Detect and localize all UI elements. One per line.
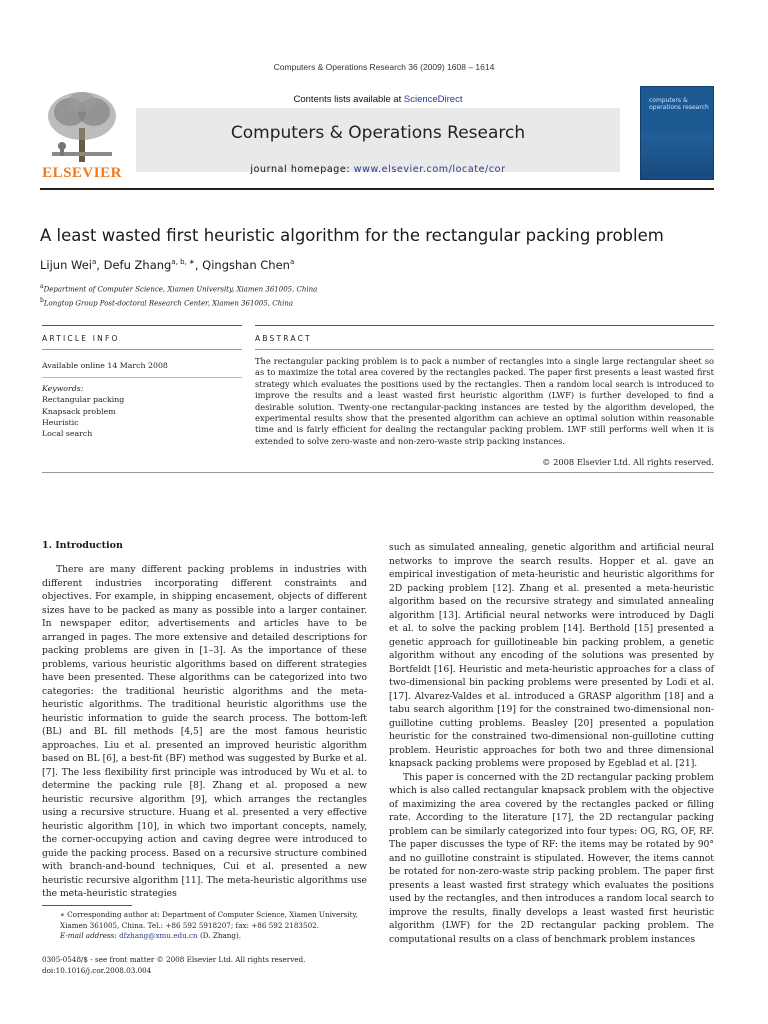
body-column-left bbox=[42, 563, 367, 901]
sciencedirect-link[interactable]: ScienceDirect bbox=[403, 94, 463, 105]
email-link[interactable]: dfzhang@xmu.edu.cn bbox=[119, 931, 198, 941]
available-online: Available online 14 March 2008 bbox=[42, 361, 168, 370]
journal-homepage-line bbox=[136, 164, 620, 175]
keyword-item: Local search bbox=[42, 429, 93, 439]
footnote bbox=[42, 910, 372, 942]
email-label: E-mail address: bbox=[60, 931, 120, 941]
body-column-right bbox=[389, 541, 714, 946]
corresponding-author-note: ∗ Corresponding author at: Department of Computer Science, Xiamen University, Xiamen 361005, China. Tel.: +86 592 5918207; fax: +86 592 2183502. bbox=[60, 910, 358, 930]
author-list bbox=[40, 258, 294, 272]
affiliations bbox=[40, 281, 317, 310]
keyword-item: Knapsack problem bbox=[42, 406, 116, 416]
article-info-rule-top bbox=[42, 325, 242, 326]
affiliation-b: $^b$Longtop Group Post-doctoral Research Center, Xiamen 361005, China bbox=[40, 297, 294, 308]
tree-icon bbox=[40, 86, 124, 166]
journal-title[interactable]: Computers & Operations Research bbox=[230, 123, 526, 143]
running-head: Computers & Operations Research 36 (2009) 1608 – 1614 bbox=[273, 62, 495, 72]
affiliation-a: $^a$Department of Computer Science, Xiamen University, Xiamen 361005, China bbox=[40, 283, 318, 294]
article-info-rule-keywords bbox=[42, 377, 242, 378]
publisher-name: ELSEVIER bbox=[42, 165, 122, 181]
abstract-heading: ABSTRACT bbox=[255, 334, 312, 343]
intro-paragraph-2: such as simulated annealing, genetic algorithm and artificial neural networks to improve the search results. Hopper et al. gave an empirical investigation of meta-heuristic and heuristic algorithms for 2D packing problem [12]. Zhang et al. presented a meta-heuristic algorithm based on the recursive strategy and simulated annealing algorithm [13]. Artificial neural networks were introduced by Dagli et al. to solve the packing problem [14]. Berthold [15] presented a genetic approach for guillotineable bin packing problem, a genetic algorithm without any encoding of the solutions was presented by Bortfeldt [16]. Heuristic and meta-heuristic approaches for a class of two-dimensional bin packing problems were presented by Lodi et al. [17]. Alvarez-Valdes et al. introduced a GRASP algorithm [18] and a tabu search algorithm [19] for the constrained two-dimensional non-guillotine cutting problems. Beasley [20] presented a population heuristic for the constrained two-dimensional non-guillotine cutting problem. Heuristic approaches for both two and three dimensional knapsack packing problems were proposed by Egeblad et al. [21]. bbox=[389, 542, 714, 769]
abstract-rule-top bbox=[255, 325, 714, 326]
section-heading-introduction: 1. Introduction bbox=[42, 540, 123, 551]
email-line bbox=[42, 931, 372, 942]
elsevier-tree-logo[interactable] bbox=[40, 86, 124, 182]
abstract-copyright: © 2008 Elsevier Ltd. All rights reserved. bbox=[542, 457, 714, 467]
abstract-text: The rectangular packing problem is to pack a number of rectangles into a single large rectangular sheet so as to maximize the total area covered by the rectangles packed. The paper first presents a least wasted first strategy which evaluates the positions used by the rectangles. Then a random local search is introduced to improve the results and a least wasted first heuristic algorithm (LWF) is further developed to find a desirable solution. Twenty-one rectangular-packing instances are tested by the algorithm developed, the experimental results show that the presented algorithm can achieve an optimal solution within reasonable time and is fairly efficient for dealing the rectangular packing problem. LWF still performs well when it is extended to solve zero-waste and non-zero-waste strip packing instances. bbox=[255, 356, 714, 446]
cover-stripe bbox=[641, 133, 713, 179]
email-suffix: (D. Zhang). bbox=[197, 931, 242, 941]
keywords-label: Keywords: bbox=[42, 384, 84, 393]
intro-paragraph-3: This paper is concerned with the 2D rectangular packing problem which is also called rectangular knapsack problem with the objective of maximizing the area covered by the rectangles packed or filling rate. According to the literature [17], the 2D rectangular packing problem can be similarly categorized into four types: OG, RG, OF, RF. The paper discusses the type of RF: the items may be rotated by 90° and no guillotine constraint is stipulated. However, the items cannot be rotated for non-zero-waste strip packing problem. The paper first presents a least wasted first strategy which evaluates the positions used by the rectangles, and then introduces a random local search to improve the results, finally develops a least wasted first heuristic algorithm (LWF) for the 2D rectangular packing problem. The computational results on a class of benchmark problem instances bbox=[389, 771, 714, 945]
article-info-rule-mid bbox=[42, 349, 242, 350]
journal-cover-image[interactable] bbox=[640, 86, 714, 180]
front-matter-line: 0305-0548/$ - see front matter © 2008 Elsevier Ltd. All rights reserved. bbox=[42, 955, 306, 964]
keyword-item: Heuristic bbox=[42, 417, 79, 427]
intro-paragraph-1: There are many different packing problems in industries with different industries incorporating different constraints and objectives. For example, in shipping encasement, objects of different sizes have to be packed as many as possible into a larger container. In newspaper editor, advertisements and articles have to be arranged in pages. The more extensive and detailed descriptions for packing problems are given in [1–3]. As the importance of these problems, various heuristic algorithms based on different strategies have been presented. These algorithms can be categorized into two categories: the traditional heuristic algorithms and the meta-heuristic algorithms. The traditional heuristic algorithms use the heuristic information to guide the search process. The bottom-left (BL) and BL fill methods [4,5] are the most famous heuristic approaches. Liu et al. presented an improved heuristic algorithm based on BL [6], a best-fit (BF) method was suggested by Burke et al. [7]. The less flexibility first principle was introduced by Wu et al. to determine the packing rule [8]. Zhang et al. proposed a new heuristic recursive algorithm [9], which arranges the rectangles using a recursive structure. Huang et al. presented a very effective heuristic algorithm [10], in which two important concepts, namely, the corner-occupying action and caving degree were introduced to guide the packing process. Based on a recursive structure combined with branch-and-bound techniques, Cui et al. presented a new heuristic recursive algorithm [11]. The meta-heuristic algorithms use the meta-heuristic strategies bbox=[42, 564, 367, 899]
contents-line bbox=[136, 94, 620, 108]
author-1[interactable]: Lijun Wei$^a$, bbox=[40, 258, 104, 272]
cover-title: computers & operations research bbox=[649, 97, 709, 111]
masthead-divider bbox=[40, 188, 714, 190]
homepage-prefix: journal homepage: bbox=[250, 164, 354, 175]
doi-line[interactable]: doi:10.1016/j.cor.2008.03.004 bbox=[42, 965, 152, 975]
abstract-rule-bottom bbox=[42, 472, 714, 473]
journal-masthead bbox=[40, 86, 714, 183]
article-info-heading: ARTICLE INFO bbox=[42, 334, 120, 343]
article-title: A least wasted first heuristic algorithm for the rectangular packing problem bbox=[40, 226, 664, 245]
author-3[interactable]: Qingshan Chen$^a$ bbox=[202, 258, 295, 272]
publication-info bbox=[42, 955, 305, 976]
journal-info-panel bbox=[136, 94, 620, 172]
abstract-rule-mid bbox=[255, 349, 714, 350]
contents-prefix: Contents lists available at bbox=[293, 94, 404, 105]
footnote-rule bbox=[42, 905, 132, 906]
keyword-item: Rectangular packing bbox=[42, 395, 125, 405]
author-2[interactable]: Defu Zhang$^{a, b, ∗}$, bbox=[103, 258, 203, 272]
homepage-link[interactable]: www.elsevier.com/locate/cor bbox=[353, 164, 506, 175]
keywords-list bbox=[42, 383, 124, 439]
